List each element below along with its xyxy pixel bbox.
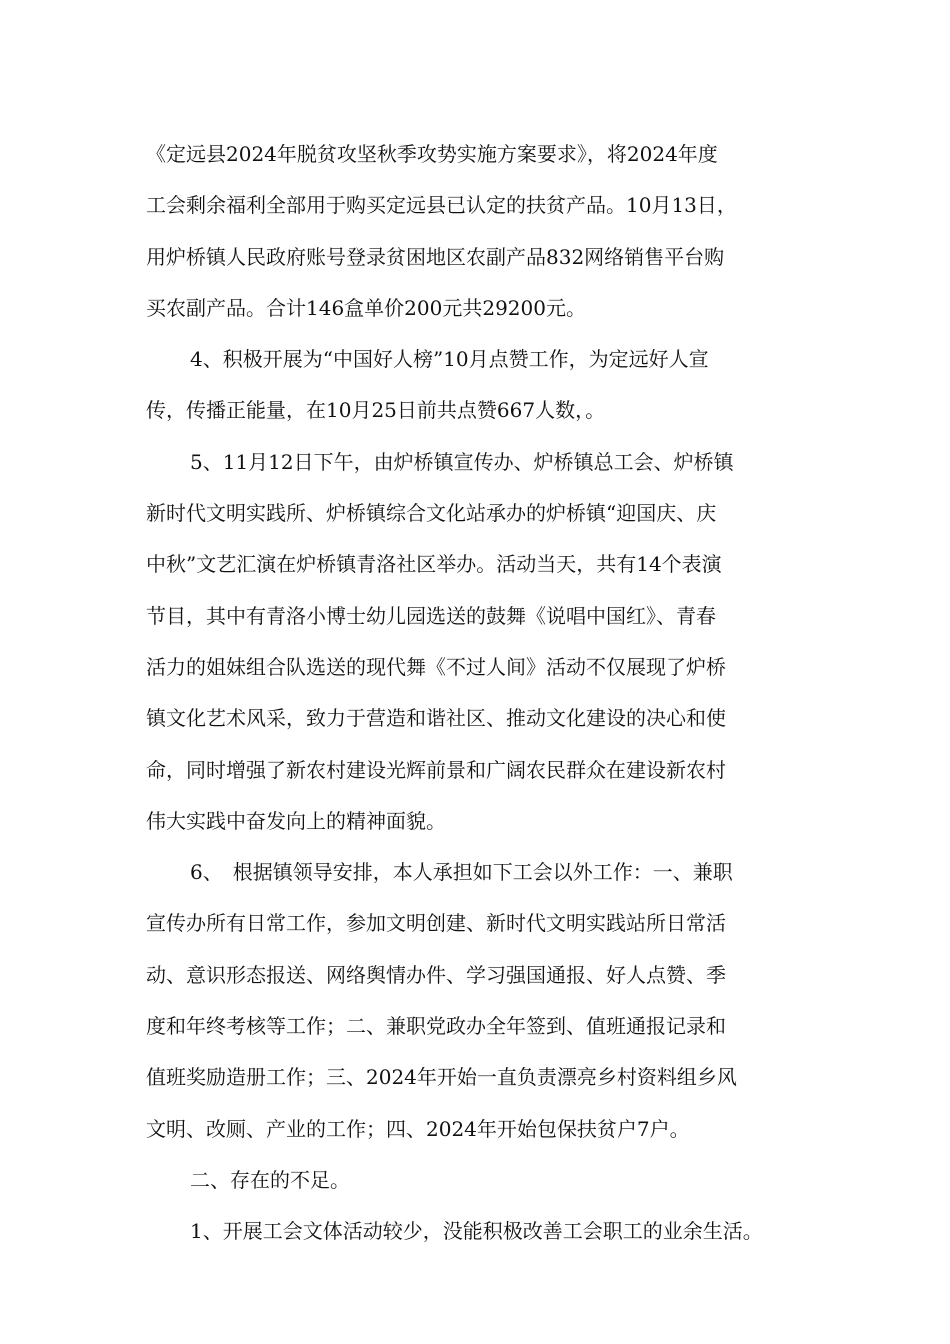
- section-heading: 二、存在的不足。: [190, 1167, 350, 1192]
- text-line: 伟大实践中奋发向上的精神面貌。: [146, 808, 446, 833]
- paragraph-start-line: 1、开展工会文体活动较少，没能积极改善工会职工的业余生活。: [190, 1219, 763, 1244]
- text-line: 活力的姐妹组合队选送的现代舞《不过人间》活动不仅展现了炉桥: [146, 654, 726, 679]
- paragraph-start-line: 5、11月12日下午，由炉桥镇宣传办、炉桥镇总工会、炉桥镇: [190, 449, 734, 474]
- paragraph-start-line: 6、 根据镇领导安排，本人承担如下工会以外工作：一、兼职: [190, 860, 733, 885]
- document-body: [146, 129, 826, 1258]
- text-line: 传，传播正能量，在10月25日前共点赞667人数，。: [146, 398, 606, 423]
- text-line: 用炉桥镇人民政府账号登录贫困地区农副产品832网络销售平台购: [146, 244, 725, 269]
- text-line: 宣传办所有日常工作，参加文明创建、新时代文明实践站所日常活: [146, 911, 726, 936]
- text-line: 镇文化艺术风采，致力于营造和谐社区、推动文化建设的决心和使: [146, 706, 726, 731]
- text-line: 中秋”文艺汇演在炉桥镇青洛社区举办。活动当天，共有14个表演: [146, 552, 722, 577]
- text-line: 动、意识形态报送、网络舆情办件、学习强国通报、好人点赞、季: [146, 962, 726, 987]
- text-line: 新时代文明实践所、炉桥镇综合文化站承办的炉桥镇“迎国庆、庆: [146, 501, 717, 526]
- text-line: 买农副产品。合计146盒单价200元共29200元。: [146, 295, 586, 320]
- text-line: 《定远县2024年脱贫攻坚秋季攻势实施方案要求》，将2024年度: [146, 142, 718, 166]
- text-line: 工会剩余福利全部用于购买定远县已认定的扶贫产品。10月13日，: [146, 193, 737, 218]
- text-line: 节目，其中有青洛小博士幼儿园选送的鼓舞《说唱中国红》、青春: [146, 603, 716, 628]
- text-line: 命，同时增强了新农村建设光辉前景和广阔农民群众在建设新农村: [146, 757, 726, 782]
- text-line: 值班奖励造册工作；三、2024年开始一直负责漂亮乡村资料组乡风: [146, 1065, 737, 1090]
- text-line: 文明、改厕、产业的工作；四、2024年开始包保扶贫户7户。: [146, 1116, 690, 1141]
- paragraph-start-line: 4、积极开展为“中国好人榜”10月点赞工作，为定远好人宣: [190, 347, 709, 372]
- text-line: 度和年终考核等工作；二、兼职党政办全年签到、值班通报记录和: [146, 1014, 726, 1039]
